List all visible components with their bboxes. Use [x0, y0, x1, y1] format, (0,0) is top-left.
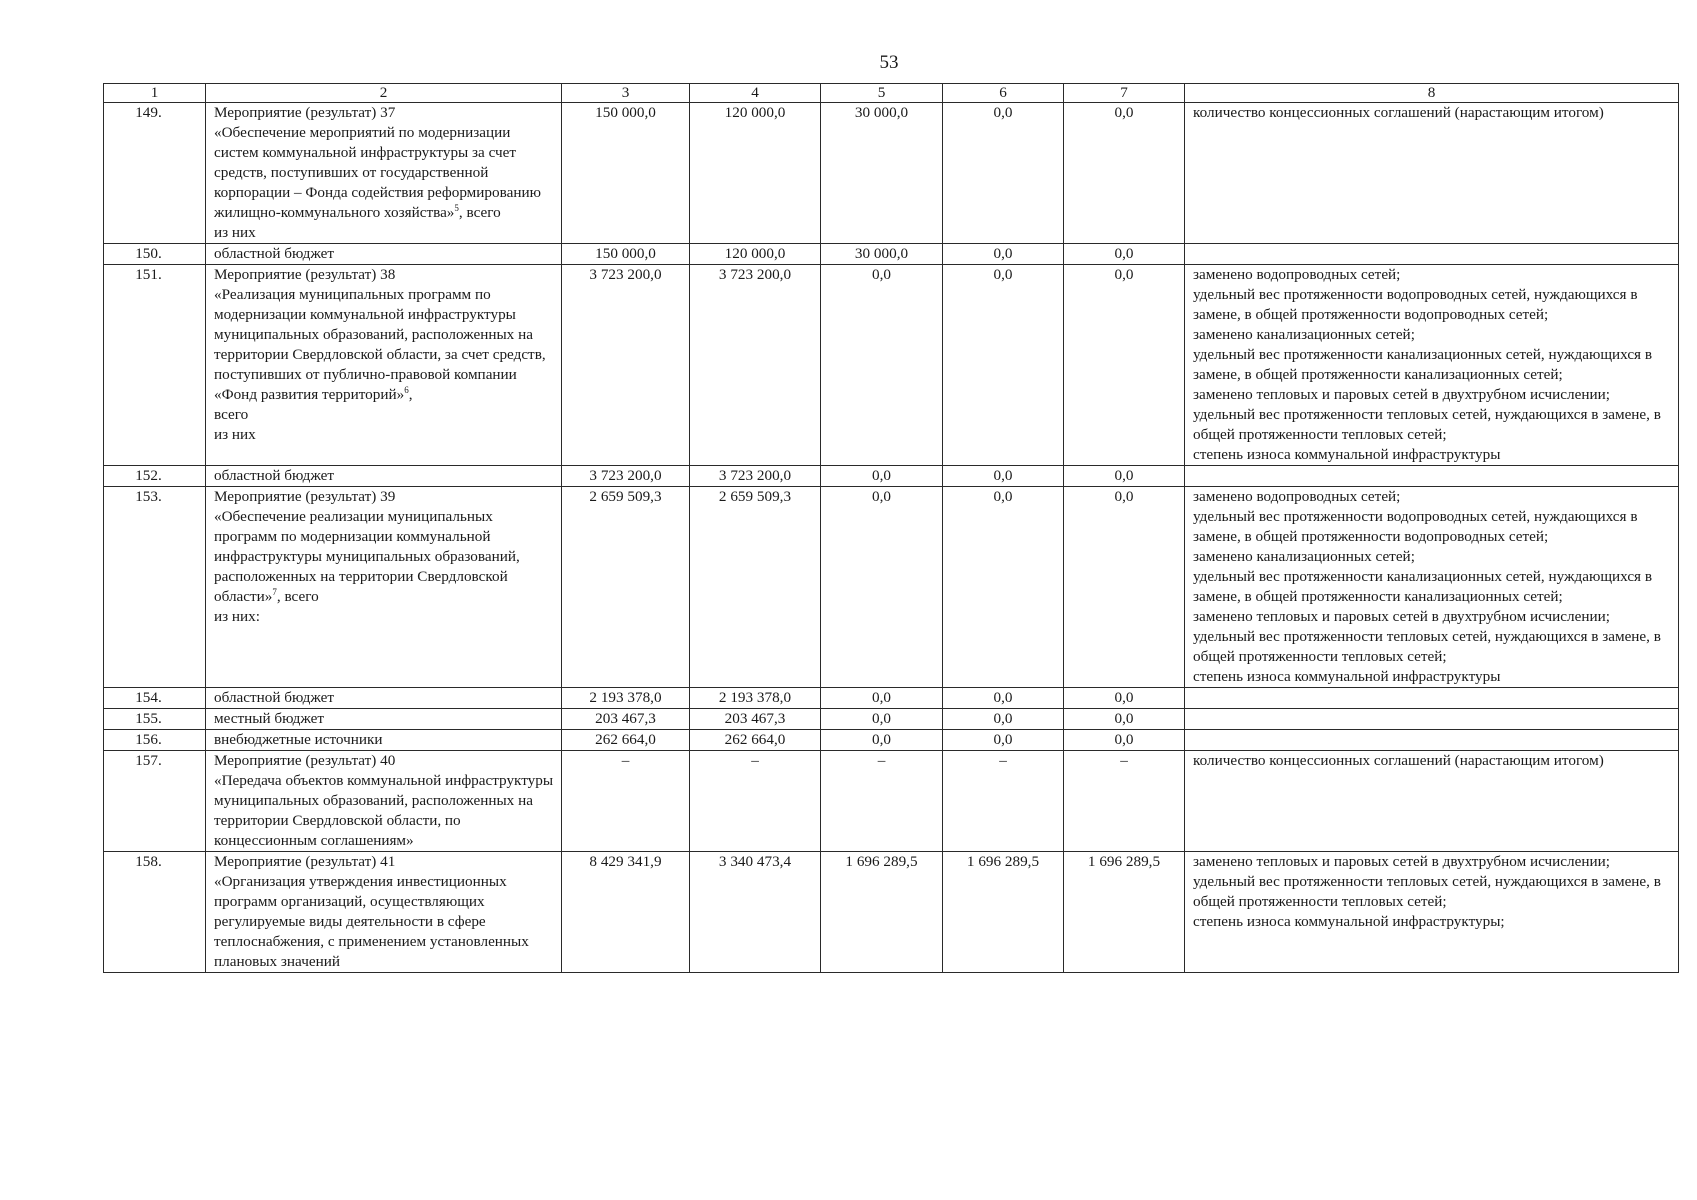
footnote-marker: 7 [272, 586, 277, 597]
value-year-4: 0,0 [1064, 466, 1185, 487]
value-year-4: – [1064, 751, 1185, 852]
value-year-1: 3 340 473,4 [690, 852, 821, 973]
value-year-2: 30 000,0 [821, 244, 943, 265]
value-year-2: 0,0 [821, 487, 943, 688]
value-year-4: 0,0 [1064, 730, 1185, 751]
row-number: 157. [104, 751, 206, 852]
row-indicators: количество концессионных соглашений (нарастающим итогом) [1185, 751, 1679, 852]
column-header: 3 [562, 84, 690, 103]
row-number: 149. [104, 103, 206, 244]
column-header: 7 [1064, 84, 1185, 103]
row-number: 155. [104, 709, 206, 730]
row-number: 156. [104, 730, 206, 751]
table-row [104, 730, 1679, 751]
value-total: 150 000,0 [562, 244, 690, 265]
value-year-1: 2 659 509,3 [690, 487, 821, 688]
value-year-3: 0,0 [943, 709, 1064, 730]
table-row [104, 265, 1679, 466]
value-year-3: 0,0 [943, 244, 1064, 265]
value-year-3: 0,0 [943, 265, 1064, 466]
value-year-3: 0,0 [943, 487, 1064, 688]
row-description [206, 487, 562, 688]
row-number: 158. [104, 852, 206, 973]
value-year-4: 0,0 [1064, 487, 1185, 688]
row-description [206, 265, 562, 466]
value-year-2: 1 696 289,5 [821, 852, 943, 973]
table-body [104, 84, 1679, 973]
value-year-2: 0,0 [821, 688, 943, 709]
description-text: Мероприятие (результат) 38 «Реализация муниципальных программ по модернизации коммунальной инфраструктуры муниципальных образований, расположенных на территории Свердловской области, за счет средств, поступивших от публично-правовой компании «Фонд развития территорий» [214, 266, 546, 403]
value-total: 3 723 200,0 [562, 466, 690, 487]
table-row [104, 487, 1679, 688]
row-description [206, 244, 562, 265]
value-total: 150 000,0 [562, 103, 690, 244]
row-description [206, 852, 562, 973]
value-year-3: 0,0 [943, 466, 1064, 487]
description-text: Мероприятие (результат) 39 «Обеспечение реализации муниципальных программ по модернизации коммунальной инфраструктуры муниципальных образований, расположенных на территории Свердловской области» [214, 488, 520, 605]
row-indicators [1185, 466, 1679, 487]
row-indicators [1185, 244, 1679, 265]
description-text: областной бюджет [214, 467, 334, 484]
value-year-1: 120 000,0 [690, 244, 821, 265]
value-year-2: 0,0 [821, 466, 943, 487]
description-text: областной бюджет [214, 689, 334, 706]
row-number: 151. [104, 265, 206, 466]
row-description [206, 709, 562, 730]
value-year-1: 203 467,3 [690, 709, 821, 730]
value-year-2: 30 000,0 [821, 103, 943, 244]
footnote-marker: 5 [454, 202, 459, 213]
value-year-1: – [690, 751, 821, 852]
row-indicators [1185, 688, 1679, 709]
value-total: 203 467,3 [562, 709, 690, 730]
row-number: 152. [104, 466, 206, 487]
row-indicators: количество концессионных соглашений (нарастающим итогом) [1185, 103, 1679, 244]
value-year-1: 3 723 200,0 [690, 265, 821, 466]
value-year-3: 0,0 [943, 730, 1064, 751]
value-year-4: 0,0 [1064, 244, 1185, 265]
value-year-1: 2 193 378,0 [690, 688, 821, 709]
value-year-2: 0,0 [821, 265, 943, 466]
row-indicators [1185, 730, 1679, 751]
value-total: – [562, 751, 690, 852]
value-year-4: 0,0 [1064, 265, 1185, 466]
row-indicators [1185, 709, 1679, 730]
description-text: внебюджетные источники [214, 731, 383, 748]
value-total: 3 723 200,0 [562, 265, 690, 466]
row-description [206, 730, 562, 751]
row-indicators: заменено тепловых и паровых сетей в двухтрубном исчислении; удельный вес протяженности тепловых сетей, нуждающихся в замене, в общей протяженности тепловых сетей; степень износа коммунальной инфраструктуры; [1185, 852, 1679, 973]
value-year-1: 3 723 200,0 [690, 466, 821, 487]
description-tail: , всего из них [214, 204, 501, 241]
table-row [104, 244, 1679, 265]
column-header: 4 [690, 84, 821, 103]
table-row [104, 751, 1679, 852]
value-total: 8 429 341,9 [562, 852, 690, 973]
table-row [104, 466, 1679, 487]
description-text: областной бюджет [214, 245, 334, 262]
value-total: 2 659 509,3 [562, 487, 690, 688]
description-text: Мероприятие (результат) 41 «Организация утверждения инвестиционных программ организаций, осуществляющих регулируемые виды деятельности в сфере теплоснабжения, с применением установленных плановых значений [214, 853, 529, 970]
value-total: 2 193 378,0 [562, 688, 690, 709]
footnote-marker: 6 [404, 384, 409, 395]
value-year-4: 0,0 [1064, 709, 1185, 730]
table-row [104, 709, 1679, 730]
value-year-2: 0,0 [821, 730, 943, 751]
value-total: 262 664,0 [562, 730, 690, 751]
table-row [104, 688, 1679, 709]
table-header-row [104, 84, 1679, 103]
value-year-3: 0,0 [943, 103, 1064, 244]
value-year-3: – [943, 751, 1064, 852]
value-year-2: – [821, 751, 943, 852]
description-text: местный бюджет [214, 710, 325, 727]
row-description [206, 751, 562, 852]
column-header: 5 [821, 84, 943, 103]
column-header: 8 [1185, 84, 1679, 103]
row-indicators: заменено водопроводных сетей; удельный вес протяженности водопроводных сетей, нуждающихся в замене, в общей протяженности водопроводных сетей; заменено канализационных сетей; удельный вес протяженности канализационных сетей, нуждающихся в замене, в общей протяженности канализационных сетей; заменено тепловых и паровых сетей в двухтрубном исчислении; удельный вес протяженности тепловых сетей, нуждающихся в замене, в общей протяженности тепловых сетей; степень износа коммунальной инфраструктуры [1185, 487, 1679, 688]
value-year-3: 1 696 289,5 [943, 852, 1064, 973]
table-row [104, 103, 1679, 244]
row-description [206, 466, 562, 487]
row-number: 154. [104, 688, 206, 709]
page-number: 53 [879, 52, 899, 73]
row-indicators: заменено водопроводных сетей; удельный вес протяженности водопроводных сетей, нуждающихся в замене, в общей протяженности водопроводных сетей; заменено канализационных сетей; удельный вес протяженности канализационных сетей, нуждающихся в замене, в общей протяженности канализационных сетей; заменено тепловых и паровых сетей в двухтрубном исчислении; удельный вес протяженности тепловых сетей, нуждающихся в замене, в общей протяженности тепловых сетей; степень износа коммунальной инфраструктуры [1185, 265, 1679, 466]
value-year-1: 262 664,0 [690, 730, 821, 751]
value-year-4: 0,0 [1064, 103, 1185, 244]
row-number: 153. [104, 487, 206, 688]
value-year-1: 120 000,0 [690, 103, 821, 244]
description-tail: , всего из них [214, 386, 413, 443]
column-header: 1 [104, 84, 206, 103]
description-text: Мероприятие (результат) 40 «Передача объектов коммунальной инфраструктуры муниципальных образований, расположенных на территории Свердловской области, по концессионным соглашениям» [214, 752, 554, 849]
table-row [104, 852, 1679, 973]
row-description [206, 103, 562, 244]
column-header: 2 [206, 84, 562, 103]
data-table [103, 83, 1679, 973]
column-header: 6 [943, 84, 1064, 103]
value-year-4: 0,0 [1064, 688, 1185, 709]
value-year-2: 0,0 [821, 709, 943, 730]
row-number: 150. [104, 244, 206, 265]
value-year-3: 0,0 [943, 688, 1064, 709]
description-text: Мероприятие (результат) 37 «Обеспечение мероприятий по модернизации систем коммунальной инфраструктуры за счет средств, поступивших от государственной корпорации – Фонда содействия реформированию жилищно-коммунального хозяйства» [214, 104, 541, 221]
row-description [206, 688, 562, 709]
value-year-4: 1 696 289,5 [1064, 852, 1185, 973]
description-tail: , всего из них: [214, 588, 319, 625]
